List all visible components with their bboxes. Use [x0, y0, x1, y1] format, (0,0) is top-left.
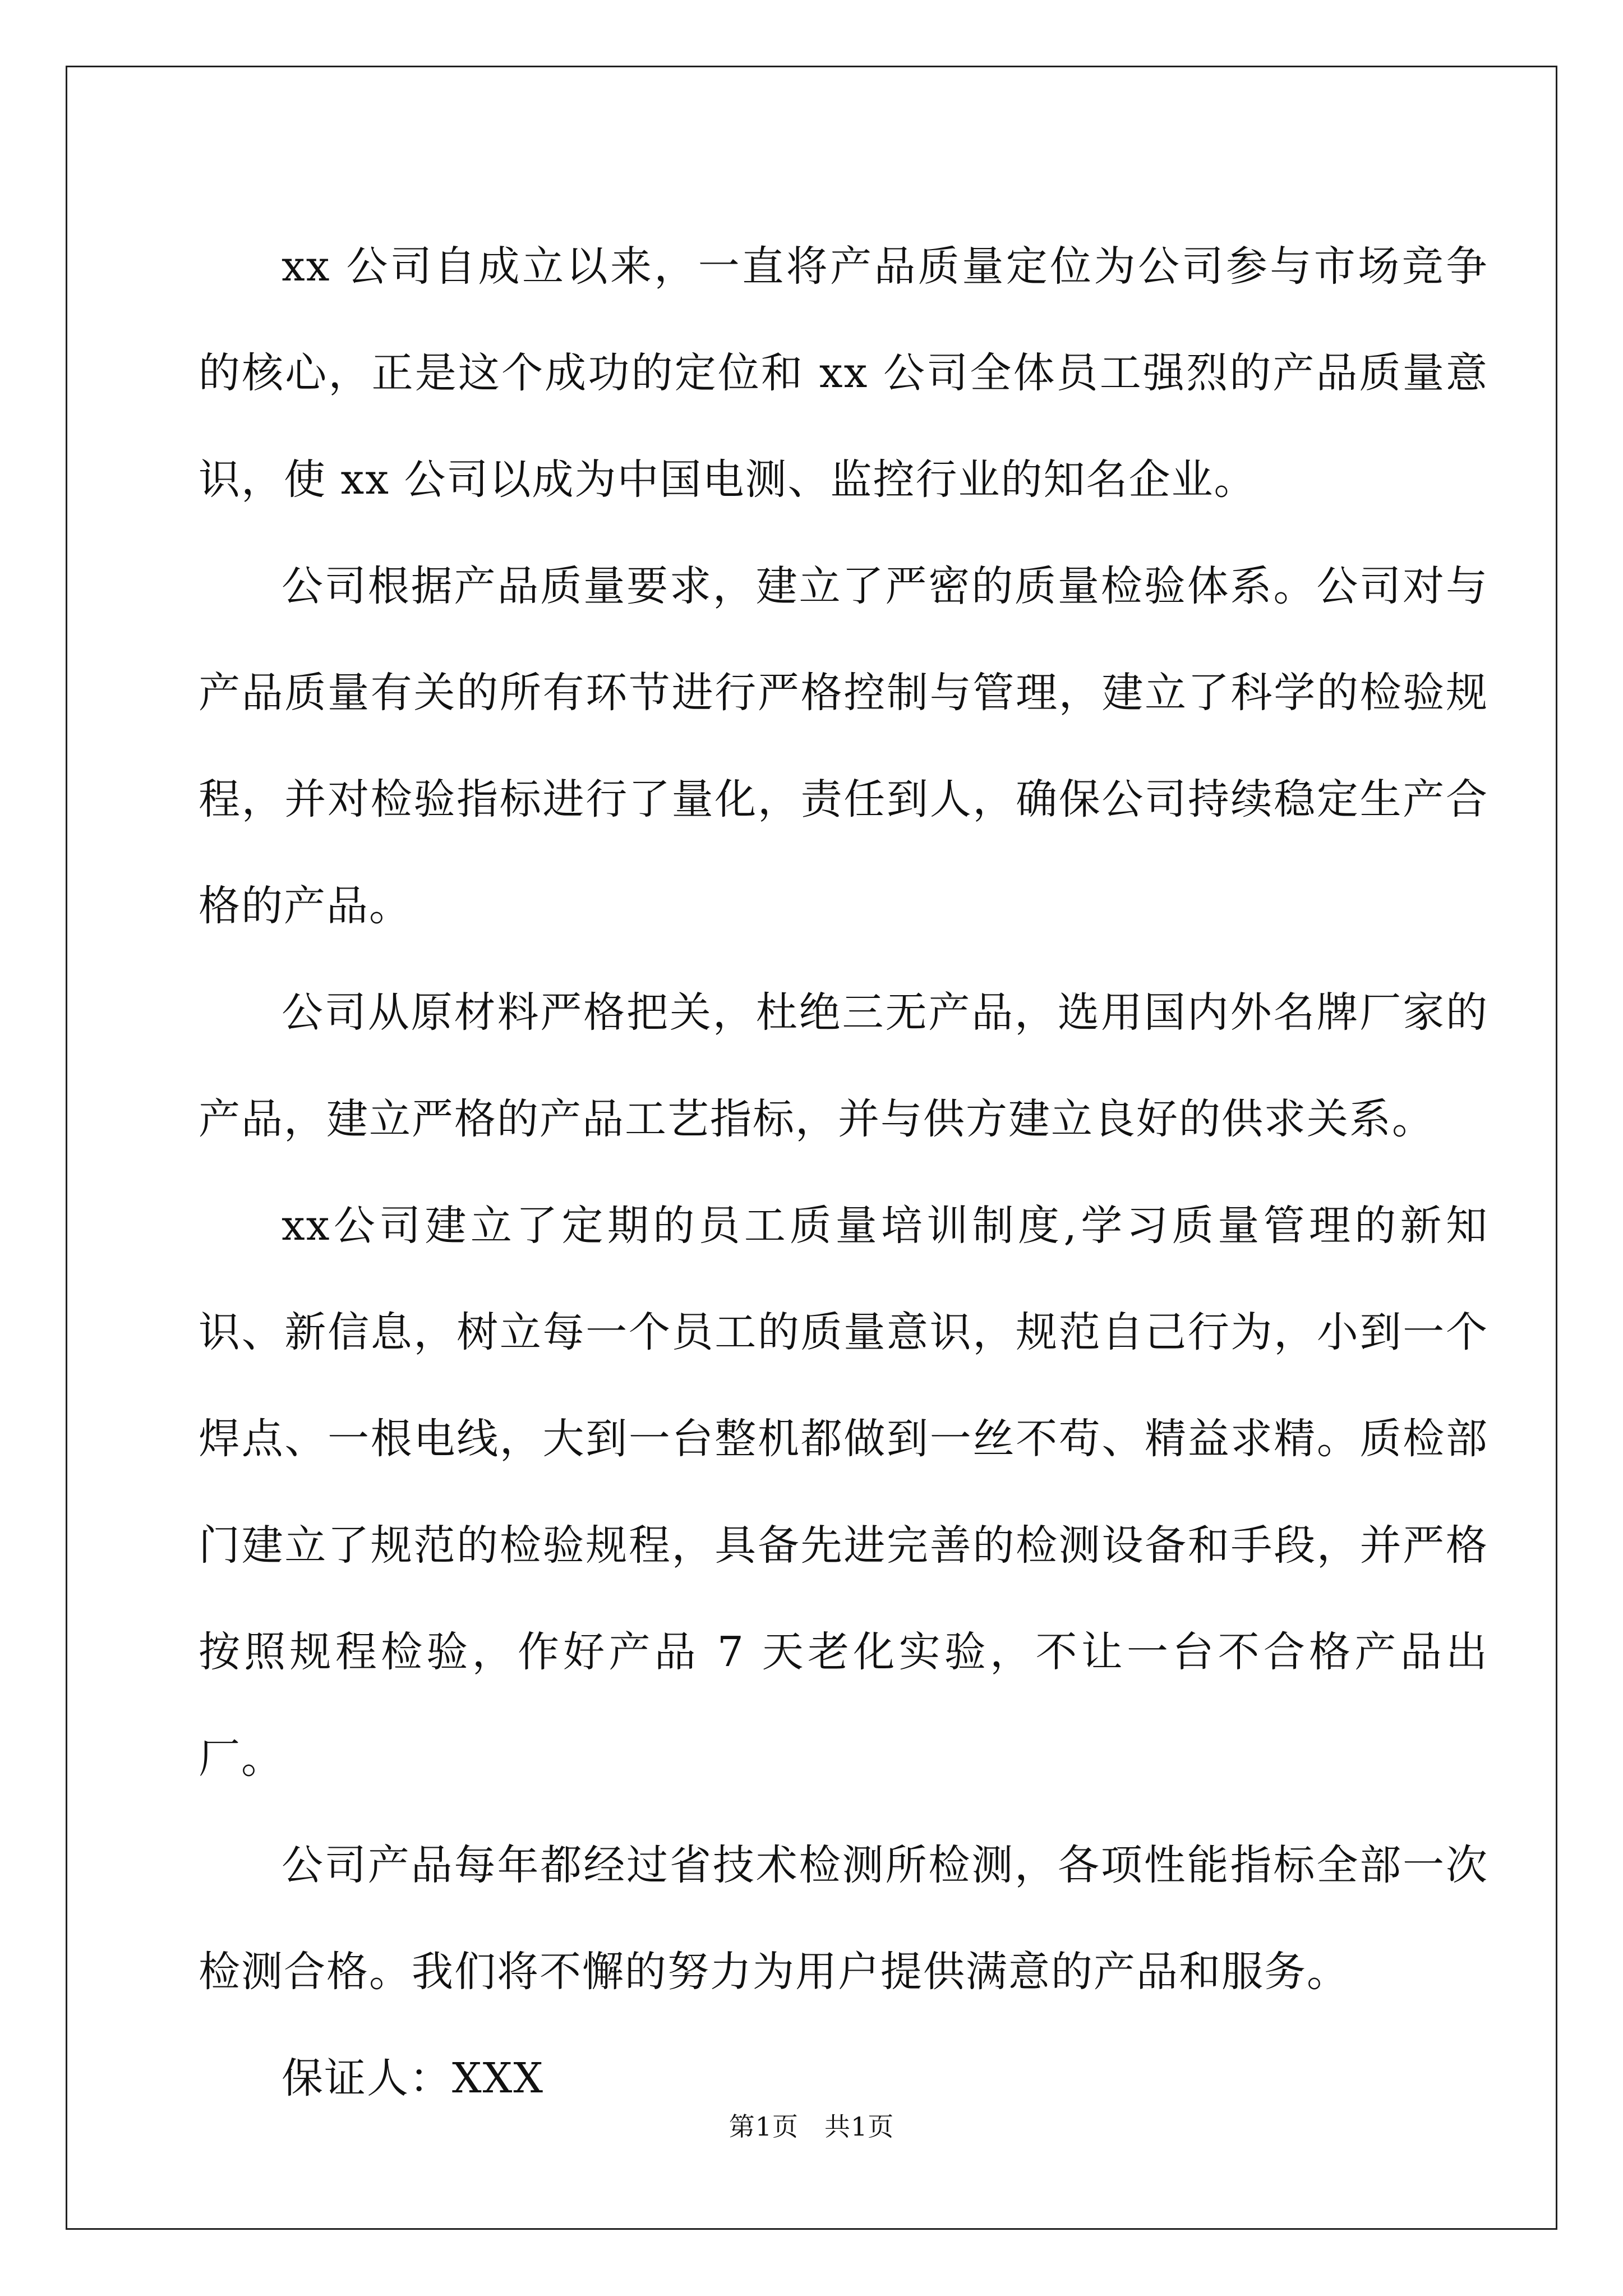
page-number-current: 第1页 — [728, 2111, 799, 2142]
paragraph-1: xx 公司自成立以来，一直将产品质量定位为公司参与市场竞争的核心，正是这个成功的定位和 xx 公司全体员工强烈的产品质量意识，使 xx 公司以成为中国电测、监控行业的知名企业。 — [199, 242, 1488, 504]
paragraph-3: 公司从原材料严格把关，杜绝三无产品，选用国内外名牌厂家的产品，建立严格的产品工艺指标，并与供方建立良好的供求关系。 — [199, 988, 1488, 1143]
page-number-total: 共1页 — [824, 2111, 895, 2142]
page-footer — [0, 2106, 1623, 2143]
document-body — [199, 213, 1488, 2132]
paragraph-2: 公司根据产品质量要求，建立了严密的质量检验体系。公司对与产品质量有关的所有环节进行严格控制与管理，建立了科学的检验规程，并对检验指标进行了量化，责任到人，确保公司持续稳定生产合格的产品。 — [199, 562, 1488, 930]
signature-line: 保证人：XXX — [282, 2054, 545, 2102]
paragraph-5: 公司产品每年都经过省技术检测所检测，各项性能指标全部一次检测合格。我们将不懈的努力为用户提供满意的产品和服务。 — [199, 1841, 1488, 1996]
paragraph-4: xx公司建立了定期的员工质量培训制度,学习质量管理的新知识、新信息，树立每一个员工的质量意识，规范自己行为，小到一个焊点、一根电线，大到一台整机都做到一丝不苟、精益求精。质检部门建立了规范的检验规程，具备先进完善的检测设备和手段，并严格按照规程检验，作好产品 7 天老化实验，不让一台不合格产品出厂。 — [199, 1202, 1488, 1783]
